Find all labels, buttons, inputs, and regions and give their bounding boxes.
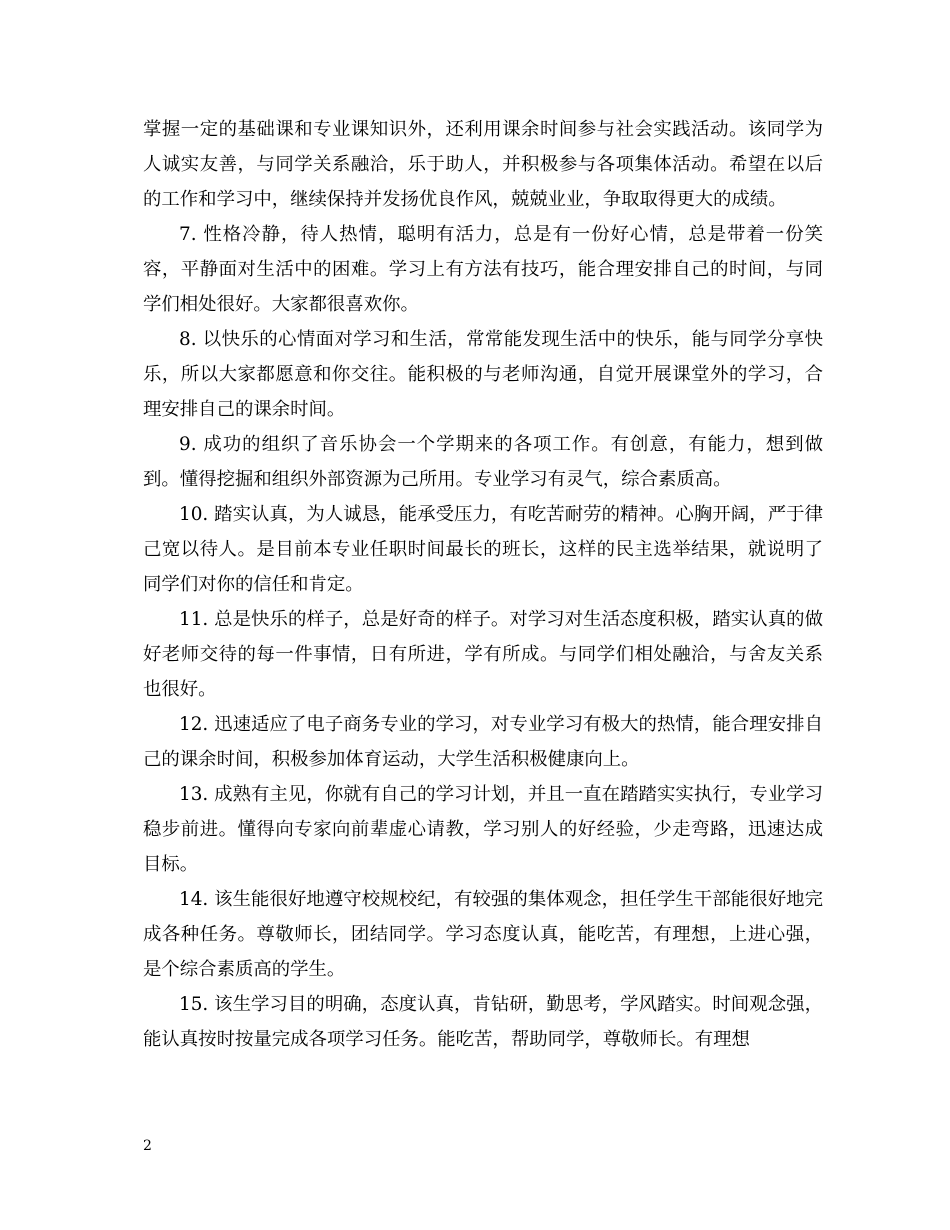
paragraph-item-7: 7. 性格冷静，待人热情，聪明有活力，总是有一份好心情，总是带着一份笑容，平静面对生活中的困难。学习上有方法有技巧，能合理安排自己的时间，与同学们相处很好。大家都很喜欢你。 [143, 224, 823, 315]
paragraph-item-12: 12. 迅速适应了电子商务专业的学习，对专业学习有极大的热情，能合理安排自己的课余时间，积极参加体育运动，大学生活积极健康向上。 [143, 714, 823, 770]
paragraph-continuation: 掌握一定的基础课和专业课知识外，还利用课余时间参与社会实践活动。该同学为人诚实友善，与同学关系融洽，乐于助人，并积极参与各项集体活动。希望在以后的工作和学习中，继续保持并发扬优良作风，兢兢业业，争取取得更大的成绩。 [143, 119, 823, 210]
paragraph-item-15: 15. 该生学习目的明确，态度认真，肯钻研，勤思考，学风踏实。时间观念强，能认真按时按量完成各项学习任务。能吃苦，帮助同学，尊敬师长。有理想 [143, 994, 823, 1050]
document-body [143, 112, 823, 1057]
page-number: 2 [143, 1138, 152, 1154]
paragraph-item-11: 11. 总是快乐的样子，总是好奇的样子。对学习对生活态度积极，踏实认真的做好老师交待的每一件事情，日有所进，学有所成。与同学们相处融洽，与舍友关系也很好。 [143, 609, 823, 700]
paragraph-item-13: 13. 成熟有主见，你就有自己的学习计划，并且一直在踏踏实实执行，专业学习稳步前进。懂得向专家向前辈虚心请教，学习别人的好经验，少走弯路，迅速达成目标。 [143, 784, 823, 875]
paragraph-item-9: 9. 成功的组织了音乐协会一个学期来的各项工作。有创意，有能力，想到做到。懂得挖掘和组织外部资源为己所用。专业学习有灵气，综合素质高。 [143, 434, 823, 490]
paragraph-item-8: 8. 以快乐的心情面对学习和生活，常常能发现生活中的快乐，能与同学分享快乐，所以大家都愿意和你交往。能积极的与老师沟通，自觉开展课堂外的学习，合理安排自己的课余时间。 [143, 329, 823, 420]
paragraph-item-14: 14. 该生能很好地遵守校规校纪，有较强的集体观念，担任学生干部能很好地完成各种任务。尊敬师长，团结同学。学习态度认真，能吃苦，有理想，上进心强，是个综合素质高的学生。 [143, 889, 823, 980]
paragraph-item-10: 10. 踏实认真，为人诚恳，能承受压力，有吃苦耐劳的精神。心胸开阔，严于律己宽以待人。是目前本专业任职时间最长的班长，这样的民主选举结果，就说明了同学们对你的信任和肯定。 [143, 504, 823, 595]
